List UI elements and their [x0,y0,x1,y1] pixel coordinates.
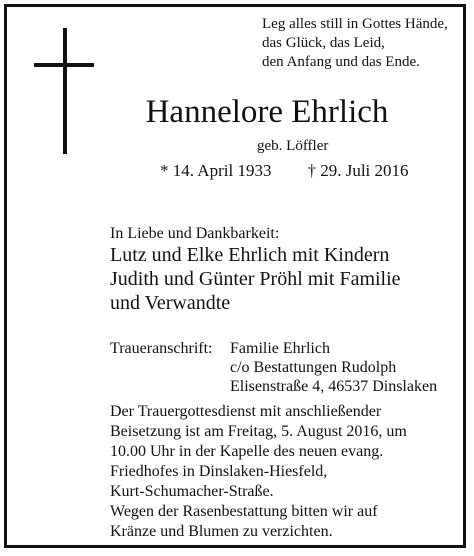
maiden-name: geb. Löffler [257,138,329,154]
verse [262,15,448,72]
cross-vertical-bar [63,28,67,154]
service-line: Kränze und Blumen zu verzichten. [110,523,333,540]
address-line: Familie Ehrlich [230,340,330,357]
mourner-line: Lutz und Elke Ehrlich mit Kindern [110,244,390,266]
deceased-name: Hannelore Ehrlich [145,94,389,130]
verse-line: das Glück, das Leid, [262,35,385,51]
address [230,339,437,396]
service-line: 10.00 Uhr in der Kapelle des neuen evang. [110,443,384,460]
mourners-list [110,243,401,315]
verse-line: Leg alles still in Gottes Hände, [262,16,448,32]
cross-horizontal-bar [34,63,94,67]
service-line: Der Trauergottesdienst mit anschließender [110,403,382,420]
mourner-line: und Verwandte [110,292,231,314]
service-line: Kurt-Schumacher-Straße. [110,483,274,500]
service-line: Beisetzung ist am Freitag, 5. August 2016, um [110,423,407,440]
service-line: Wegen der Rasenbestattung bitten wir auf [110,503,378,520]
address-line: Elisenstraße 4, 46537 Dinslaken [230,378,438,395]
address-label: Traueranschrift: [110,340,213,357]
verse-line: den Anfang und das Ende. [262,54,420,70]
address-line: c/o Bestattungen Rudolph [230,359,397,376]
life-dates [160,161,409,181]
service-details [110,402,407,542]
service-line: Friedhofes in Dinslaken-Hiesfeld, [110,463,328,480]
mourner-line: Judith und Günter Pröhl mit Familie [110,268,401,290]
death-date: † 29. Juli 2016 [307,161,409,180]
birth-date: * 14. April 1933 [160,161,272,180]
mourners-intro: In Liebe und Dankbarkeit: [110,225,280,242]
